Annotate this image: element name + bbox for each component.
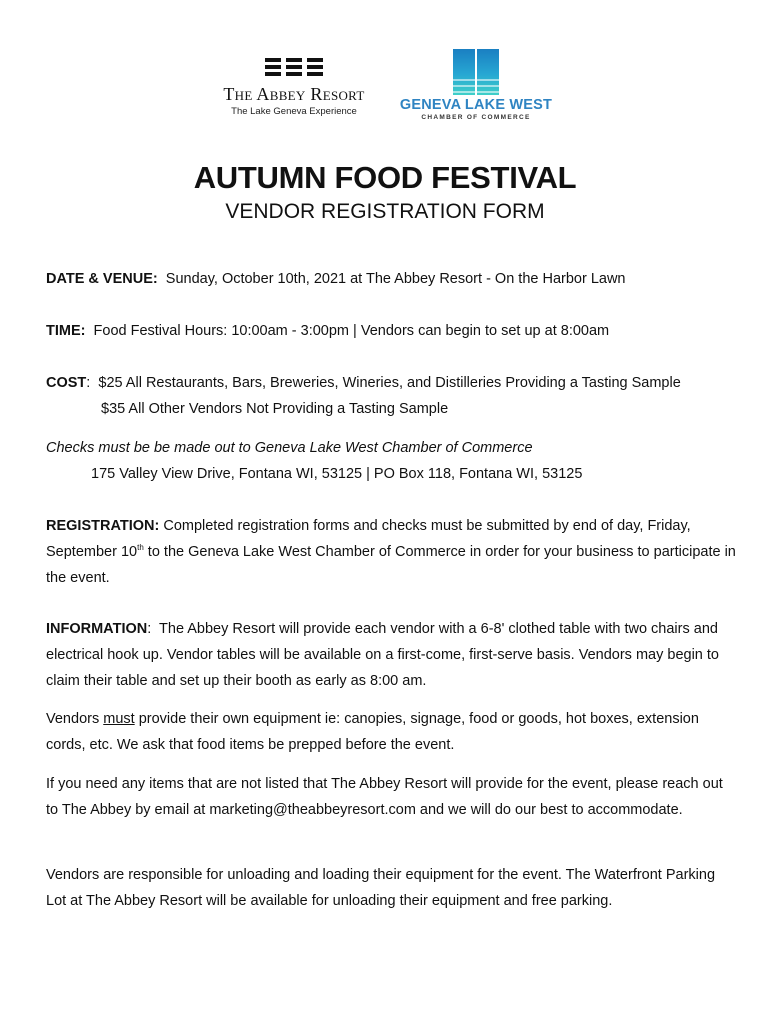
time-line: [46, 318, 736, 344]
date-venue-label: DATE & VENUE:: [46, 271, 158, 287]
checks-note: Checks must be be made out to Geneva Lake West Chamber of Commerce: [46, 440, 533, 456]
registration-paragraph: [46, 513, 736, 591]
information-text: The Abbey Resort will provide each vendor with a 6-8' clothed table with two chairs and electrical hook up. Vendor tables will be available on a first-come, first-serve basis. Vendors may begin to claim their table and set up their booth as early as 8:00 am.: [46, 621, 719, 689]
checks-section: [46, 435, 736, 487]
geneva-lake-west-logo: [396, 49, 556, 121]
time-text: Food Festival Hours: 10:00am - 3:00pm | Vendors can begin to set up at 8:00am: [93, 323, 610, 339]
information-paragraph: INFORMATION: The Abbey Resort will provide each vendor with a 6-8' clothed table with two chairs and electrical hook up. Vendor tables will be available on a first-come, first-serve basis. Vendors may begin to claim their table and set up their booth as early as 8:00 am.: [46, 621, 719, 689]
page-title: AUTUMN FOOD FESTIVAL: [193, 160, 577, 195]
cost-section: COST: $25 All Restaurants, Bars, Breweries, Wineries, and Distilleries Providing a Tasting Sample $35 All Other Vendors Not Providing a Tasting Sample: [46, 370, 736, 422]
date-venue-line: [46, 266, 736, 292]
registration-label: REGISTRATION:: [46, 518, 160, 534]
time-label: TIME:: [46, 323, 86, 339]
abbey-logo-name: The Abbey Resort: [223, 84, 365, 104]
checks-address: 175 Valley View Drive, Fontana WI, 53125 | PO Box 118, Fontana WI, 53125: [91, 466, 583, 482]
equipment-paragraph: [46, 706, 736, 758]
loading-text: Vendors are responsible for unloading and loading their equipment for the event. The Waterfront Parking Lot at The Abbey Resort will be available for unloading their equipment and free parking.: [46, 867, 716, 909]
glw-logo-sub: CHAMBER OF COMMERCE: [421, 114, 531, 121]
page-subtitle: VENDOR REGISTRATION FORM: [225, 200, 545, 223]
items-paragraph: [46, 771, 736, 823]
equipment-must: must: [103, 711, 135, 727]
glw-logo-name: GENEVA LAKE WEST: [399, 97, 553, 113]
abbey-resort-logo: [214, 58, 374, 117]
cost-line-1: $25 All Restaurants, Bars, Breweries, Wineries, and Distilleries Providing a Tasting Sample: [98, 375, 681, 391]
registration-text-a: Completed registration forms and checks must be submitted by end of day, Friday, September 10: [46, 518, 691, 560]
cost-line-2: $35 All Other Vendors Not Providing a Tasting Sample: [101, 401, 449, 417]
date-venue-text: Sunday, October 10th, 2021 at The Abbey Resort - On the Harbor Lawn: [165, 271, 626, 287]
equipment-text-b: provide their own equipment ie: canopies, signage, food or goods, hot boxes, extension cords, etc. We ask that food items be prepped before the event.: [46, 711, 699, 753]
loading-paragraph: [46, 862, 736, 914]
registration-text-b: to the Geneva Lake West Chamber of Commerce in order for your business to participate in the event.: [46, 544, 736, 586]
abbey-logo-tagline: The Lake Geneva Experience: [231, 106, 357, 117]
cost-label: COST: [46, 375, 87, 391]
lake-waves-icon: [453, 49, 499, 95]
equipment-text-a: Vendors: [46, 711, 100, 727]
abbey-mark-icon: [214, 58, 374, 76]
items-text: If you need any items that are not listed that The Abbey Resort will provide for the event, please reach out to The Abbey by email at marketing@theabbeyresort.com and we will do our best to accommodate.: [46, 776, 723, 818]
registration-sup: th: [137, 543, 144, 553]
information-label: INFORMATION: [46, 621, 148, 637]
